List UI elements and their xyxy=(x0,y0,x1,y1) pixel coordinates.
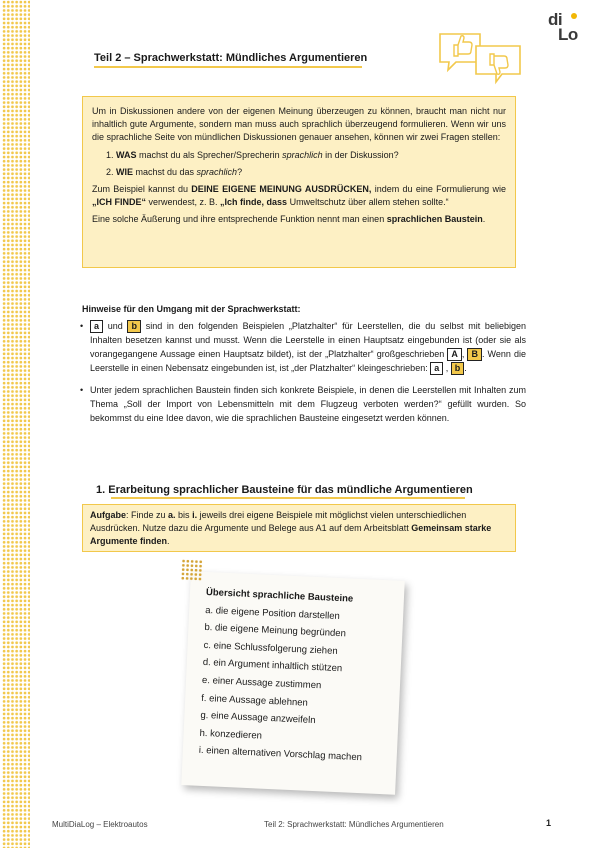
overview-item: g. eine Aussage anzweifeln xyxy=(200,709,316,727)
example-paragraph: Zum Beispiel kannst du DEINE EIGENE MEINUNG AUSDRÜCKEN, indem du eine Formulierung wie „ICH FINDE“ verwendest, z. B. „Ich finde, dass Umweltschutz über allem stehen sollte.“ xyxy=(92,184,506,208)
section-underline xyxy=(111,497,465,499)
overview-card xyxy=(181,571,404,794)
dialog-logo: di Lo xyxy=(548,10,578,44)
overview-note xyxy=(181,571,404,794)
hint-examples: • Unter jedem sprachlichen Baustein finden sich konkrete Beispiele, in denen die Leerstellen mit Inhalten zum Thema „Soll der Import von Lebensmitteln mit dem Flugzeug verboten werden?“ gefüllt wurden. So bekommst du eine Idee davon, wie die sprachlichen Bausteine eingesetzt werden können. xyxy=(80,383,526,425)
hints-list xyxy=(80,319,526,433)
placeholder-A-box: A xyxy=(447,348,462,361)
question-1: 1. WAS machst du als Sprecher/Sprecherin sprachlich in der Diskussion? xyxy=(116,149,506,162)
thumbs-up-down-icon xyxy=(436,30,536,86)
placeholder-b-box: b xyxy=(127,320,141,333)
intro-box xyxy=(82,96,516,268)
placeholder-B-box: B xyxy=(467,348,482,361)
footer-center: Teil 2: Sprachwerkstatt: Mündliches Argumentieren xyxy=(264,820,444,829)
page-title: Teil 2 – Sprachwerkstatt: Mündliches Argumentieren xyxy=(94,52,368,64)
overview-item: a. die eigene Position darstellen xyxy=(204,604,341,622)
question-2: 2. WIE machst du das sprachlich? xyxy=(116,166,506,179)
overview-item: c. eine Schlussfolgerung ziehen xyxy=(203,639,338,657)
task-box xyxy=(82,504,516,552)
task-text: Aufgabe: Finde zu a. bis i. jeweils drei eigene Beispiele mit möglichst vielen unterschiedlichen Ausdrücken. Nutze dazu die Argumente und Belege aus A1 auf dem Arbeitsblatt Gemeinsam starke Argumente finden. xyxy=(90,510,492,547)
overview-item: d. ein Argument inhaltlich stützen xyxy=(202,657,343,675)
hints-heading: Hinweise für den Umgang mit der Sprachwerkstatt: xyxy=(82,304,301,314)
title-underline xyxy=(94,66,362,68)
section-heading: 1. Erarbeitung sprachlicher Bausteine für das mündliche Argumentieren xyxy=(96,484,473,496)
overview-item: b. die eigene Meinung begründen xyxy=(204,622,347,640)
overview-item: f. eine Aussage ablehnen xyxy=(200,692,309,709)
page-number: 1 xyxy=(546,818,552,828)
question-list xyxy=(92,149,506,179)
decorative-dot-border xyxy=(2,0,30,848)
footer-left: MultiDiaLog – Elektroautos xyxy=(52,820,148,829)
overview-item: h. konzedieren xyxy=(199,727,263,742)
note-dot-decoration xyxy=(181,559,204,582)
placeholder-a-box: a xyxy=(90,320,103,333)
placeholder-a-small-box: a xyxy=(430,362,443,375)
intro-paragraph: Um in Diskussionen andere von der eigenen Meinung überzeugen zu können, braucht man nicht nur inhaltlich gute Argumente, sondern man muss auch sprachlich überzeugend formulieren. Wenn wir uns die sprachliche Seite von mündlichen Diskussionen genauer ansehen, können wir zwei Fragen stellen: xyxy=(92,106,506,143)
placeholder-b-small-box: b xyxy=(451,362,465,375)
overview-item: e. einer Aussage zustimmen xyxy=(201,674,322,692)
overview-item: i. einen alternativen Vorschlag machen xyxy=(198,745,363,764)
hint-placeholders: • a und b sind in den folgenden Beispielen „Platzhalter“ für Leerstellen, die du selbst mit beliebigen Inhalten besetzen kannst und musst. Wenn die Leerstelle in einen Hauptsatz eingebunden ist (oder sie als vorangegangene Aussage einen Hauptsatz bildet), ist der „Platzhalter“ großgeschrieben A , B . Wenn die Leerstelle in einen Nebensatz eingebunden ist, ist „der Platzhalter“ kleingeschrieben: a , b . xyxy=(80,319,526,375)
overview-title: Übersicht sprachliche Bausteine xyxy=(205,586,354,605)
definition-paragraph: Eine solche Äußerung und ihre entsprechende Funktion nennt man einen sprachlichen Baustein. xyxy=(92,214,486,225)
